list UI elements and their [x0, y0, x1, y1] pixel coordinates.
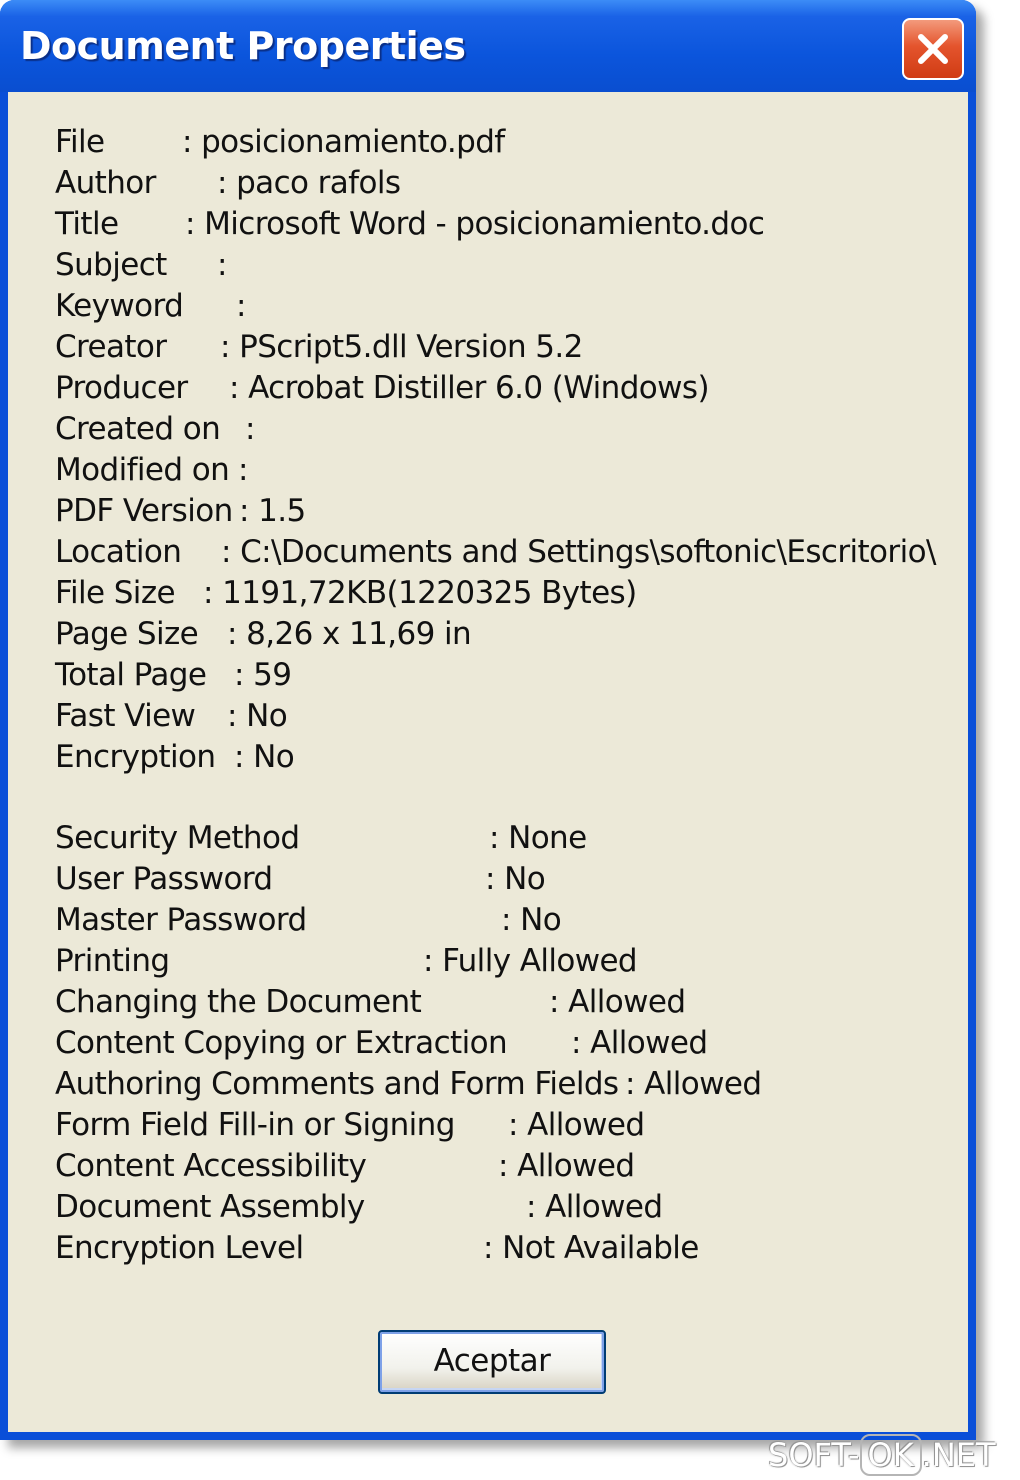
- property-label: Modified on: [55, 452, 230, 488]
- property-value: : posicionamiento.pdf: [182, 124, 505, 160]
- property-label: Encryption: [55, 739, 216, 775]
- security-value: : Allowed: [625, 1066, 762, 1102]
- property-value: :: [236, 288, 246, 324]
- property-label: File: [55, 124, 105, 160]
- property-value: :: [238, 452, 248, 488]
- security-label: Changing the Document: [55, 984, 422, 1020]
- window-title: Document Properties: [20, 24, 466, 68]
- property-value: : 1.5: [239, 493, 306, 529]
- security-label: Authoring Comments and Form Fields: [55, 1066, 619, 1102]
- security-label: User Password: [55, 861, 273, 897]
- security-value: : Not Available: [483, 1230, 699, 1266]
- property-label: Total Page: [55, 657, 207, 693]
- property-label: Author: [55, 165, 156, 201]
- property-label: Subject: [55, 247, 167, 283]
- security-label: Content Accessibility: [55, 1148, 367, 1184]
- security-value: : Fully Allowed: [423, 943, 638, 979]
- property-label: Location: [55, 534, 182, 570]
- property-value: : Microsoft Word - posicionamiento.doc: [185, 206, 765, 242]
- watermark-right: .NET: [921, 1436, 996, 1474]
- accept-button[interactable]: Aceptar: [378, 1330, 606, 1394]
- close-x-icon: [914, 30, 952, 68]
- property-value: : 59: [234, 657, 292, 693]
- security-label: Content Copying or Extraction: [55, 1025, 507, 1061]
- security-value: : Allowed: [526, 1189, 663, 1225]
- security-label: Document Assembly: [55, 1189, 365, 1225]
- title-bar[interactable]: [0, 0, 976, 92]
- security-label: Encryption Level: [55, 1230, 304, 1266]
- property-label: Keyword: [55, 288, 184, 324]
- property-label: Page Size: [55, 616, 199, 652]
- security-label: Security Method: [55, 820, 300, 856]
- security-value: : Allowed: [508, 1107, 645, 1143]
- property-value: : No: [234, 739, 295, 775]
- security-value: : Allowed: [571, 1025, 708, 1061]
- property-value: : No: [227, 698, 288, 734]
- security-label: Master Password: [55, 902, 307, 938]
- watermark-left: SOFT-: [768, 1436, 860, 1474]
- property-value: : paco rafols: [217, 165, 401, 201]
- property-value: : PScript5.dll Version 5.2: [220, 329, 583, 365]
- property-value: : 1191,72KB(1220325 Bytes): [203, 575, 637, 611]
- property-label: PDF Version: [55, 493, 233, 529]
- security-value: : None: [489, 820, 587, 856]
- property-value: : 8,26 x 11,69 in: [227, 616, 472, 652]
- security-label: Printing: [55, 943, 170, 979]
- property-label: Producer: [55, 370, 188, 406]
- security-value: : Allowed: [498, 1148, 635, 1184]
- property-label: File Size: [55, 575, 175, 611]
- property-label: Creator: [55, 329, 167, 365]
- watermark: [768, 1432, 1018, 1478]
- property-label: Created on: [55, 411, 221, 447]
- security-value: : Allowed: [549, 984, 686, 1020]
- security-value: : No: [501, 902, 562, 938]
- security-value: : No: [485, 861, 546, 897]
- security-label: Form Field Fill-in or Signing: [55, 1107, 455, 1143]
- property-value: : Acrobat Distiller 6.0 (Windows): [229, 370, 709, 406]
- property-label: Title: [55, 206, 119, 242]
- property-value: :: [217, 247, 227, 283]
- watermark-middle: OK: [860, 1434, 922, 1476]
- property-value: : C:\Documents and Settings\softonic\Escritorio\: [221, 534, 936, 570]
- close-button[interactable]: [902, 18, 964, 80]
- dialog-body: [8, 92, 968, 1432]
- property-label: Fast View: [55, 698, 196, 734]
- property-value: :: [245, 411, 255, 447]
